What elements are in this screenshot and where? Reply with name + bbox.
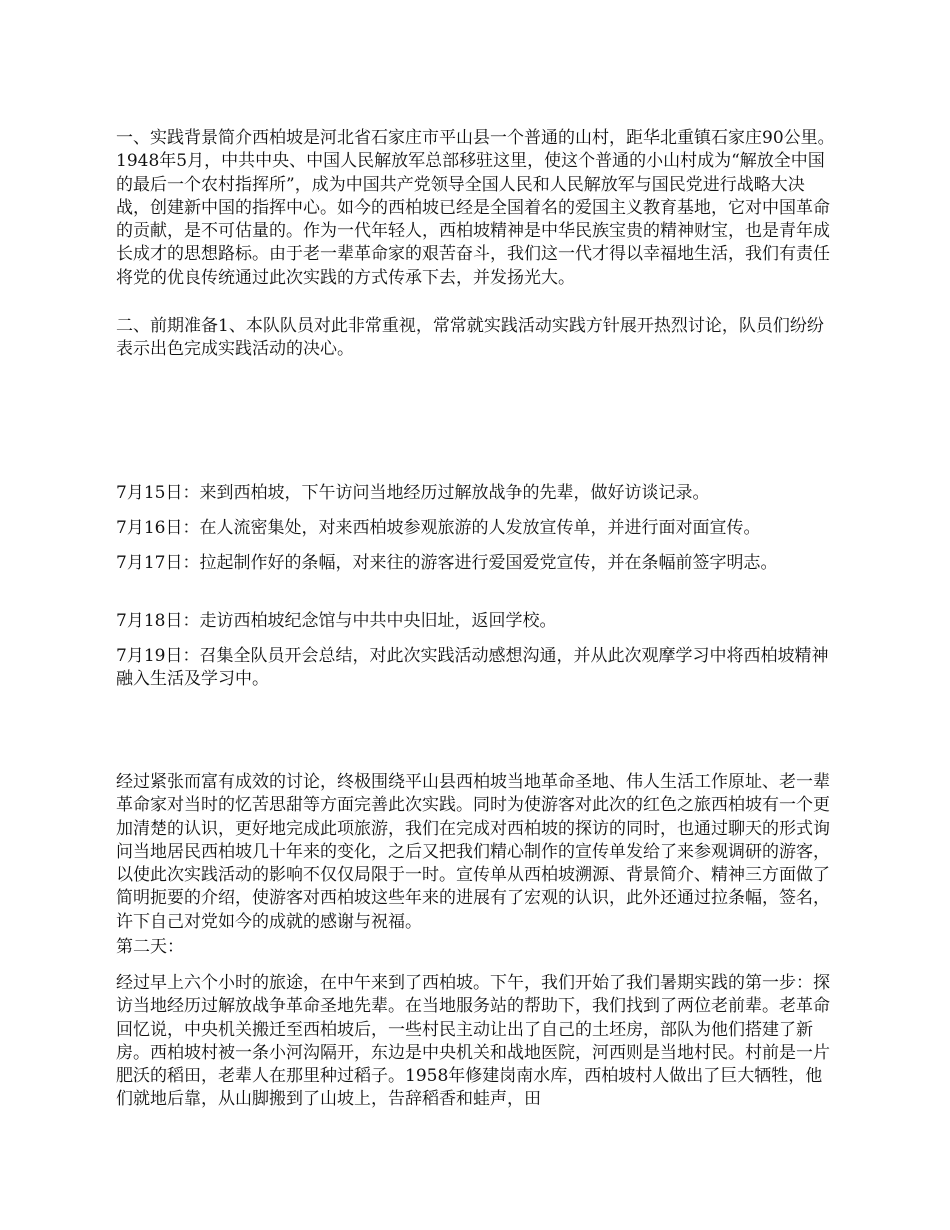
schedule-item-july-17: 7月17日：拉起制作好的条幅，对来往的游客进行爱国爱党宣传，并在条幅前签字明志。 [116,553,778,573]
day-two-paragraph: 经过早上六个小时的旅途，在中午来到了西柏坡。下午，我们开始了我们暑期实践的第一步：探访当地经历过解放战争革命圣地先辈。在当地服务站的帮助下，我们找到了两位老前辈。老革命回忆说，中央机关搬迁至西柏坡后，一些村民主动让出了自己的土坯房，部队为他们搭建了新房。西柏坡村被一条小河沟隔开，东边是中央机关和战地医院，河西则是当地村民。村前是一片肥沃的稻田，老辈人在那里种过稻子。1958年修建岗南水库，西柏坡村人做出了巨大牺牲，他们就地后靠，从山脚搬到了山坡上，告辞稻香和蛙声，田 [116,973,830,1110]
summary-paragraph: 经过紧张而富有成效的讨论，终极围绕平山县西柏坡当地革命圣地、伟人生活工作原址、老一辈革命家对当时的忆苦思甜等方面完善此次实践。同时为使游客对此次的红色之旅西柏坡有一个更加清楚的认识，更好地完成此项旅游，我们在完成对西柏坡的探访的同时，也通过聊天的形式询问当地居民西柏坡几十年来的变化，之后又把我们精心制作的宣传单发给了来参观调研的游客，以使此次实践活动的影响不仅仅局限于一时。宣传单从西柏坡溯源、背景简介、精神三方面做了简明扼要的介绍，使游客对西柏坡这些年来的进展有了宏观的认识，此外还通过拉条幅，签名，许下自己对党如今的成就的感谢与祝福。 [116,772,830,932]
schedule-item-july-15: 7月15日：来到西柏坡，下午访问当地经历过解放战争的先辈，做好访谈记录。 [116,483,710,503]
schedule-item-july-18: 7月18日：走访西柏坡纪念馆与中共中央旧址，返回学校。 [116,611,557,631]
day-two-heading: 第二天： [116,937,184,957]
schedule-item-july-16: 7月16日：在人流密集处，对来西柏坡参观旅游的人发放宣传单，并进行面对面宣传。 [116,518,761,538]
preparation-paragraph: 二、前期准备1、本队队员对此非常重视，常常就实践活动实践方针展开热烈讨论，队员们纷纷表示出色完成实践活动的决心。 [116,316,824,360]
background-paragraph: 一、实践背景简介西柏坡是河北省石家庄市平山县一个普通的山村，距华北重镇石家庄90公里。1948年5月，中共中央、中国人民解放军总部移驻这里，使这个普通的小山村成为“解放全中国的最后一个农村指挥所”，成为中国共产党领导全国人民和人民解放军与国民党进行战略大决战，创建新中国的指挥中心。如今的西柏坡已经是全国着名的爱国主义教育基地，它对中国革命的贡献，是不可估量的。作为一代年轻人，西柏坡精神是中华民族宝贵的精神财宝，也是青年成长成才的思想路标。由于老一辈革命家的艰苦奋斗，我们这一代才得以幸福地生活，我们有责任将党的优良传统通过此次实践的方式传承下去，并发扬光大。 [116,128,835,288]
schedule-item-july-19: 7月19日：召集全队员开会总结，对此次实践活动感想沟通，并从此次观摩学习中将西柏坡精神融入生活及学习中。 [116,646,829,690]
